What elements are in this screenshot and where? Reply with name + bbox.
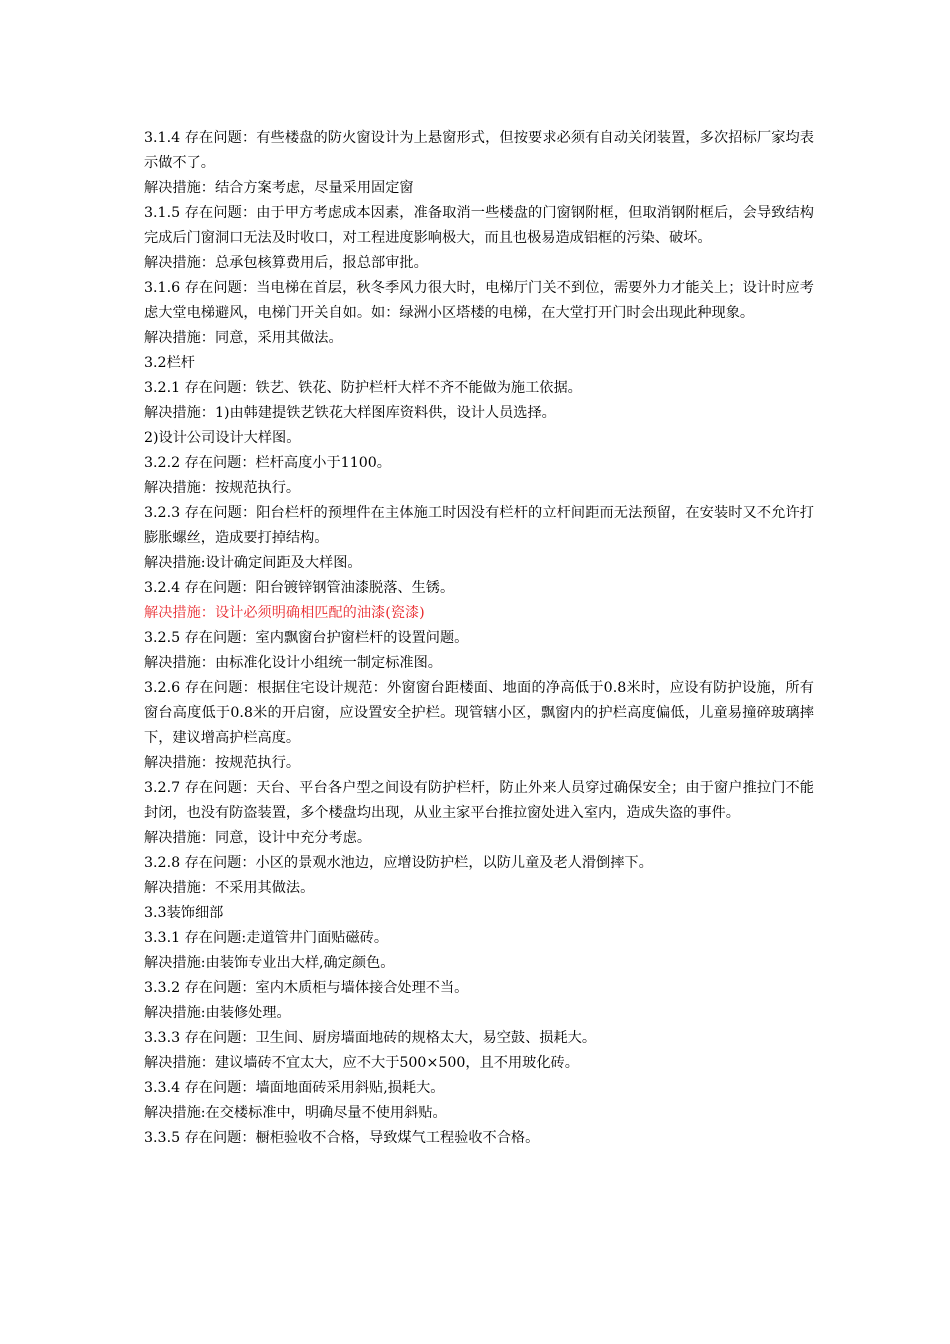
paragraph-measure-3-2-8: 解决措施：不采用其做法。 bbox=[144, 880, 315, 896]
paragraph-3-3-4: 3.3.4 存在问题：墙面地面砖采用斜贴,损耗大。 bbox=[144, 1080, 445, 1096]
paragraph-measure-3-3-1: 解决措施:由装饰专业出大样,确定颜色。 bbox=[144, 955, 395, 971]
paragraph-measure-3-3-3: 解决措施：建议墙砖不宜太大，应不大于500×500，且不用玻化砖。 bbox=[144, 1055, 579, 1071]
paragraph-3-1-6: 3.1.6 存在问题：当电梯在首层，秋冬季风力很大时，电梯厅门关不到位，需要外力才能关上；设计时应考虑大堂电梯避风，电梯门开关自如。如：绿洲小区塔楼的电梯，在大堂打开门时会出现此种现象。 bbox=[144, 280, 814, 321]
paragraph-3-1-4: 3.1.4 存在问题：有些楼盘的防火窗设计为上悬窗形式，但按要求必须有自动关闭装置，多次招标厂家均表示做不了。 bbox=[144, 130, 814, 171]
paragraph-measure-3-2-3: 解决措施:设计确定间距及大样图。 bbox=[144, 555, 362, 571]
paragraph-measure-3-1-6: 解决措施：同意，采用其做法。 bbox=[144, 330, 343, 346]
paragraph-3-3-5: 3.3.5 存在问题：橱柜验收不合格，导致煤气工程验收不合格。 bbox=[144, 1130, 540, 1146]
paragraph-measure-3-2-4 bbox=[144, 601, 814, 626]
paragraph-measure-3-1-5: 解决措施：总承包核算费用后，报总部审批。 bbox=[144, 255, 428, 271]
paragraph-3-3-1: 3.3.1 存在问题:走道管井门面贴磁砖。 bbox=[144, 930, 389, 946]
paragraph-measure-3-2-7: 解决措施：同意，设计中充分考虑。 bbox=[144, 830, 372, 846]
paragraph-3-3-3: 3.3.3 存在问题：卫生间、厨房墙面地砖的规格太大，易空鼓、损耗大。 bbox=[144, 1030, 597, 1046]
document-body bbox=[144, 126, 814, 1151]
paragraph-measure-3-3-2: 解决措施:由装修处理。 bbox=[144, 1005, 291, 1021]
paragraph-3-2-8: 3.2.8 存在问题：小区的景观水池边，应增设防护栏，以防儿童及老人滑倒摔下。 bbox=[144, 855, 653, 871]
paragraph-3-2-5: 3.2.5 存在问题：室内飘窗台护窗栏杆的设置问题。 bbox=[144, 630, 469, 646]
paragraph-3-2-6: 3.2.6 存在问题：根据住宅设计规范：外窗窗台距楼面、地面的净高低于0.8米时，应设有防护设施，所有窗台高度低于0.8米的开启窗，应设置安全护栏。现管辖小区，飘窗内的护栏高度偏低，儿童易撞碎玻璃摔下，建议增高护栏高度。 bbox=[144, 680, 814, 746]
paragraph-measure-3-2-1: 解决措施：1)由韩建提铁艺铁花大样图库资料供，设计人员选择。 bbox=[144, 405, 556, 421]
paragraph-measure-3-2-1-item-2: 2)设计公司设计大样图。 bbox=[144, 430, 301, 446]
paragraph-3-1-5: 3.1.5 存在问题：由于甲方考虑成本因素，准备取消一些楼盘的门窗钢附框，但取消钢附框后，会导致结构完成后门窗洞口无法及时收口，对工程进度影响极大，而且也极易造成铝框的污染、破坏。 bbox=[144, 205, 814, 246]
paragraph-3-2-7: 3.2.7 存在问题：天台、平台各户型之间设有防护栏杆，防止外来人员穿过确保安全；由于窗户推拉门不能封闭，也没有防盗装置，多个楼盘均出现，从业主家平台推拉窗处进入室内，造成失盗的事件。 bbox=[144, 780, 814, 821]
paragraph-measure-3-2-6: 解决措施：按规范执行。 bbox=[144, 755, 301, 771]
section-heading-3-3: 3.3装饰细部 bbox=[144, 905, 224, 921]
paragraph-measure-3-1-4: 解决措施：结合方案考虑，尽量采用固定窗 bbox=[144, 180, 414, 196]
section-heading-3-2: 3.2栏杆 bbox=[144, 355, 195, 371]
paragraph-3-2-2: 3.2.2 存在问题：栏杆高度小于1100。 bbox=[144, 455, 391, 471]
measure-label: 解决措施： bbox=[144, 605, 215, 621]
paragraph-3-3-2: 3.3.2 存在问题：室内木质柜与墙体接合处理不当。 bbox=[144, 980, 469, 996]
paragraph-measure-3-2-5: 解决措施：由标准化设计小组统一制定标准图。 bbox=[144, 655, 442, 671]
paragraph-3-2-4: 3.2.4 存在问题：阳台镀锌钢管油漆脱落、生锈。 bbox=[144, 580, 455, 596]
paragraph-3-2-1: 3.2.1 存在问题：铁艺、铁花、防护栏杆大样不齐不能做为施工依据。 bbox=[144, 380, 582, 396]
measure-highlight: 设计必须明确相匹配的油漆(瓷漆) bbox=[214, 605, 425, 621]
paragraph-measure-3-2-2: 解决措施：按规范执行。 bbox=[144, 480, 301, 496]
paragraph-3-2-3: 3.2.3 存在问题：阳台栏杆的预埋件在主体施工时因没有栏杆的立杆间距而无法预留，在安装时又不允许打膨胀螺丝，造成要打掉结构。 bbox=[144, 505, 814, 546]
paragraph-measure-3-3-4: 解决措施:在交楼标准中，明确尽量不使用斜贴。 bbox=[144, 1105, 447, 1121]
